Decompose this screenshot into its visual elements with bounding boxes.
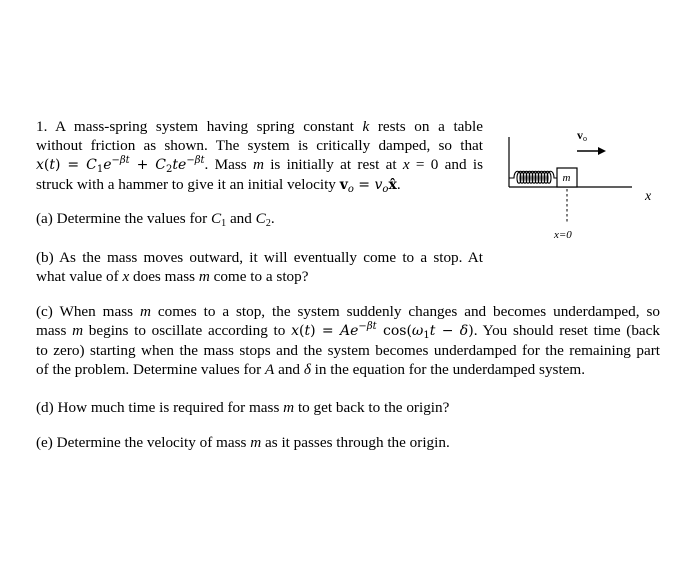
part-a: (a) Determine the values for $C_1$ and $C_2$.: [36, 210, 275, 229]
origin-label: x=0: [554, 229, 572, 241]
part-c-line3: to zero) starting when the mass stops and the system becomes underdamped for the remaining part: [36, 342, 660, 359]
part-c-line2: mass m begins to oscillate according to $x(t) = Ae^{-\beta t}$ $\cos(\omega_1t - \delta)$. You should reset time (back: [36, 321, 661, 341]
part-c-line1: (c) When mass m comes to a stop, the system suddenly changes and becomes underdamped, so: [36, 303, 660, 320]
part-d: (d) How much time is required for mass m to get back to the origin?: [36, 399, 450, 416]
mass-spring-diagram: [500, 125, 670, 245]
part-b: [36, 248, 483, 286]
p1-line4: struck with a hammer to give it an initial velocity $v_o$ = $v_ox̂$.: [36, 176, 401, 195]
axis-label: x: [645, 189, 652, 204]
velocity-label: vo: [577, 128, 587, 143]
p1-line1: 1. A mass-spring system having spring constant k rests on a table: [36, 118, 483, 135]
part-c: [36, 302, 660, 379]
problem-statement: [36, 117, 483, 195]
p1-line3: $x(t) = C_1e^{-\beta t} + C_2te^{-\beta t}$. Mass m is initially at rest at x = 0 and is: [36, 155, 483, 175]
velocity-arrow-head: [598, 147, 606, 155]
mass-label: m: [562, 172, 571, 184]
p1-line2: without friction as shown. The system is critically damped, so that: [36, 137, 483, 154]
part-b-line1: (b) As the mass moves outward, it will eventually come to a stop. At: [36, 249, 483, 266]
spring: [509, 171, 557, 183]
part-e: (e) Determine the velocity of mass m as it passes through the origin.: [36, 434, 450, 451]
part-c-line4: of the problem. Determine values for A and δ in the equation for the underdamped system.: [36, 361, 586, 378]
part-b-line2: what value of x does mass m come to a stop?: [36, 268, 309, 285]
